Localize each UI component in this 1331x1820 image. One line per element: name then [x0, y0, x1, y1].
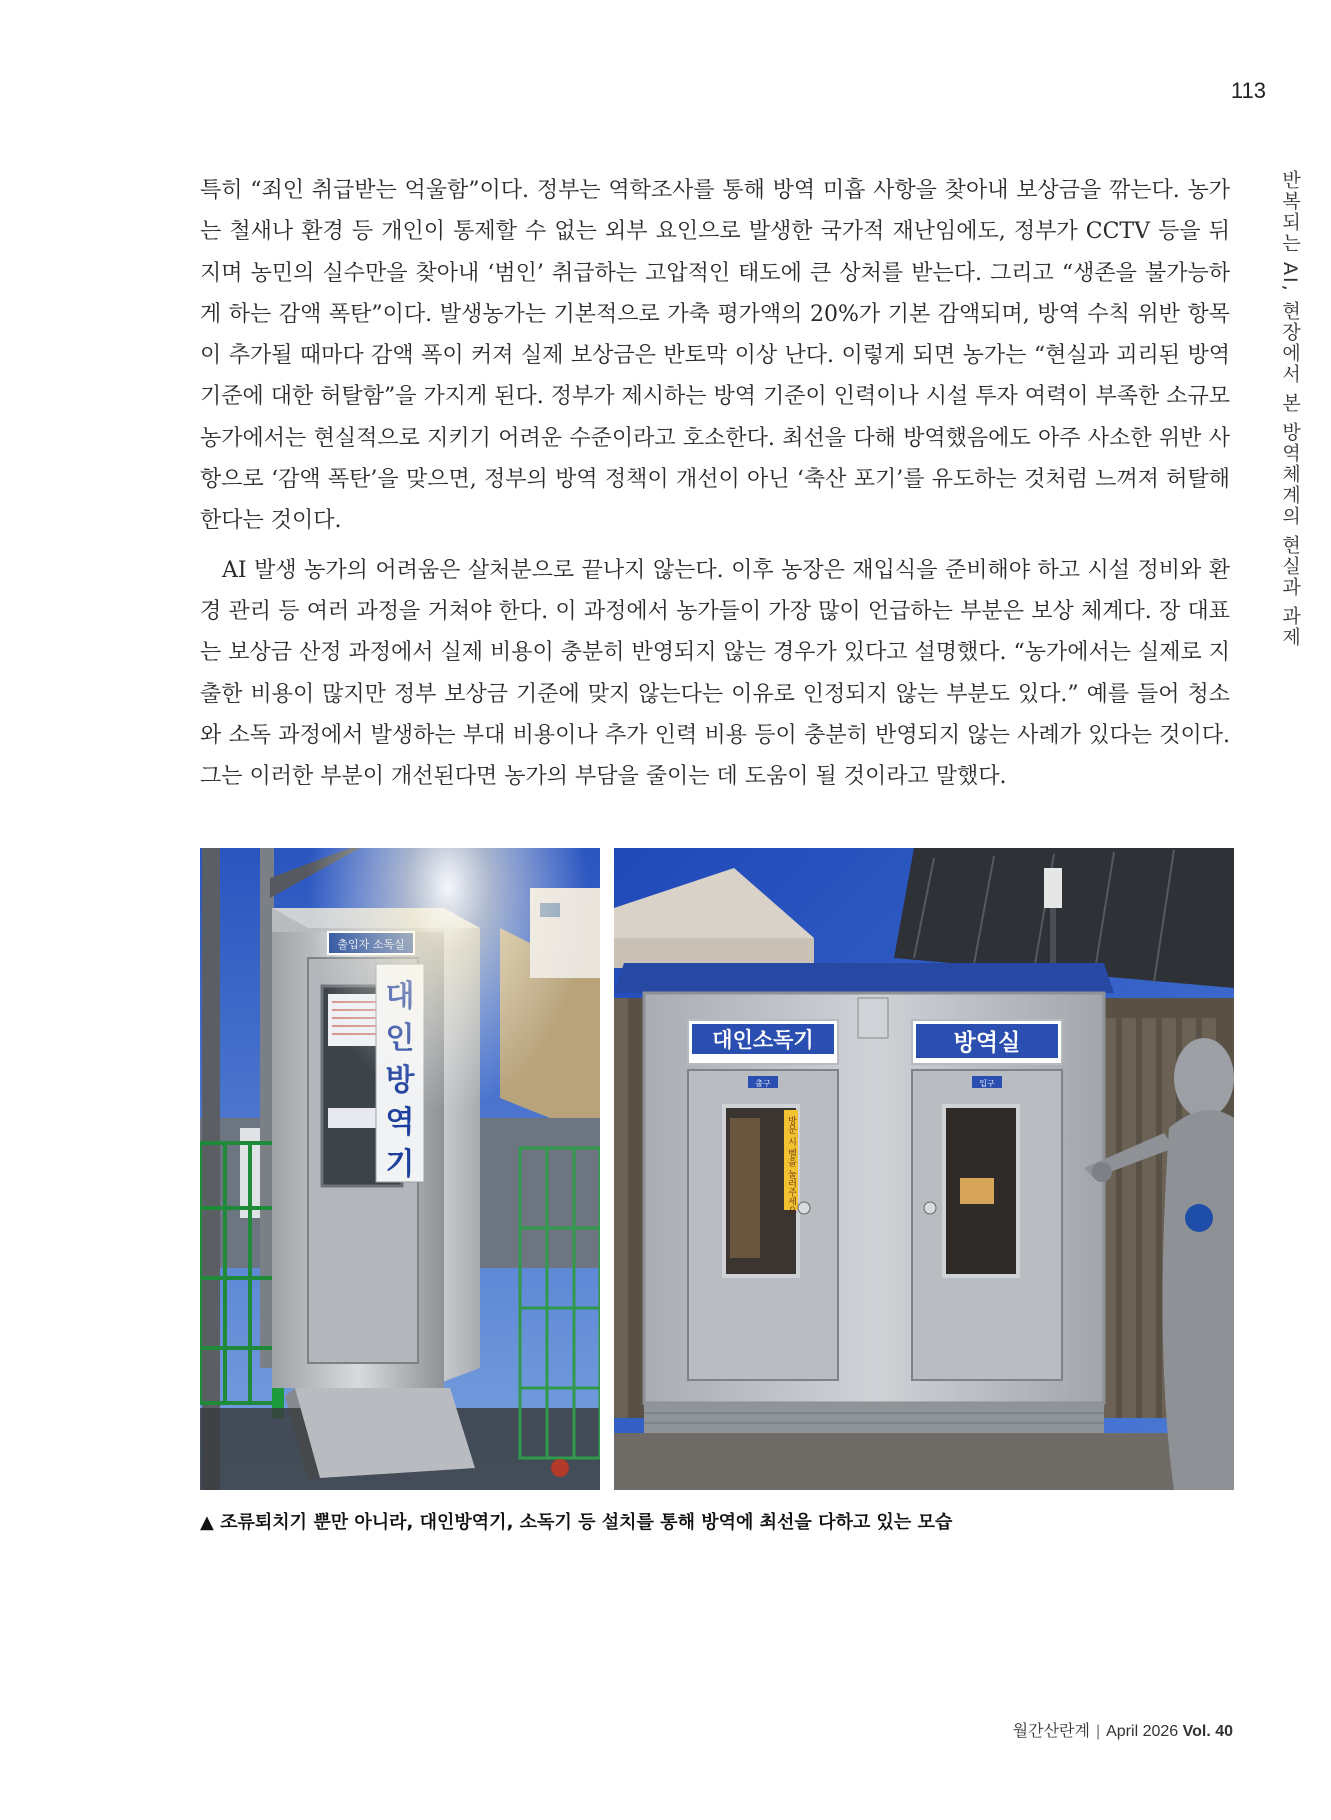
photo-personal-disinfector — [200, 848, 600, 1490]
section-side-title: 반복되는 AI, 현장에서 본 방역체계의 현실과 과제 — [1279, 170, 1301, 648]
photo-caption: ▲ 조류퇴치기 뿐만 아니라, 대인방역기, 소독기 등 설치를 통해 방역에 최선을 다하고 있는 모습 — [200, 1512, 953, 1533]
door-exit-label: 출구 — [755, 1079, 771, 1088]
issue-date: April 2026 — [1106, 1723, 1179, 1740]
article-paragraph: AI 발생 농가의 어려움은 살처분으로 끝나지 않는다. 이후 농장은 재입식을 준비해야 하고 시설 정비와 환경 관리 등 여러 과정을 거쳐야 한다. 이 과정에서 농가들이 가장 많이 언급하는 부분은 보상 체계다. 장 대표는 보상금 산정 과정에서 실제 비용이 충분히 반영되지 않는 경우가 있다고 설명했다. “농가에서는 실제로 지출한 비용이 많지만 정부 보상금 기준에 맞지 않는다는 이유로 인정되지 않는 부분도 있다.” 예를 들어 청소와 소독 과정에서 발생하는 부대 비용이나 추가 인력 비용 등이 충분히 반영되지 않는 사례가 있다는 것이다. 그는 이러한 부분이 개선된다면 농가의 부담을 줄이는 데 도움이 될 것이라고 말했다. — [200, 557, 1230, 790]
volume-number: Vol. 40 — [1182, 1723, 1233, 1740]
magazine-name: 월간산란계 — [1012, 1723, 1090, 1740]
page-footer — [990, 1718, 1233, 1741]
footer-separator: | — [1095, 1723, 1101, 1740]
door-entrance-label: 입구 — [979, 1079, 995, 1088]
sign-personal-disinfector: 대인소독기 — [712, 1028, 814, 1052]
photo-disinfection-room — [614, 848, 1234, 1490]
notice-ring-bell: 방문 시 벨을 눌러주세요 — [786, 1116, 796, 1215]
article-body — [200, 170, 1230, 797]
article-paragraph: 특히 “죄인 취급받는 억울함”이다. 정부는 역학조사를 통해 방역 미흡 사항을 찾아내 보상금을 깎는다. 농가는 철새나 환경 등 개인이 통제할 수 없는 외부 요인으로 발생한 국가적 재난임에도, 정부가 CCTV 등을 뒤지며 농민의 실수만을 찾아내 ‘범인’ 취급하는 고압적인 태도에 큰 상처를 받는다. 그리고 “생존을 불가능하게 하는 감액 폭탄”이다. 발생농가는 기본적으로 가축 평가액의 20%가 기본 감액되며, 방역 수칙 위반 항목이 추가될 때마다 감액 폭이 커져 실제 보상금은 반토막 이상 난다. 이렇게 되면 농가는 “현실과 괴리된 방역 기준에 대한 허탈함”을 가지게 된다. 정부가 제시하는 방역 기준이 인력이나 시설 투자 여력이 부족한 소규모 농가에서는 현실적으로 지키기 어려운 수준이라고 호소한다. 최선을 다해 방역했음에도 아주 사소한 위반 사항으로 ‘감액 폭탄’을 맞으면, 정부의 방역 정책이 개선이 아닌 ‘축산 포기’를 유도하는 것처럼 느껴져 허탈해한다는 것이다. — [200, 178, 1230, 534]
sign-disinfection-room: 방역실 — [953, 1030, 1021, 1056]
page-number: 113 — [1230, 78, 1266, 103]
